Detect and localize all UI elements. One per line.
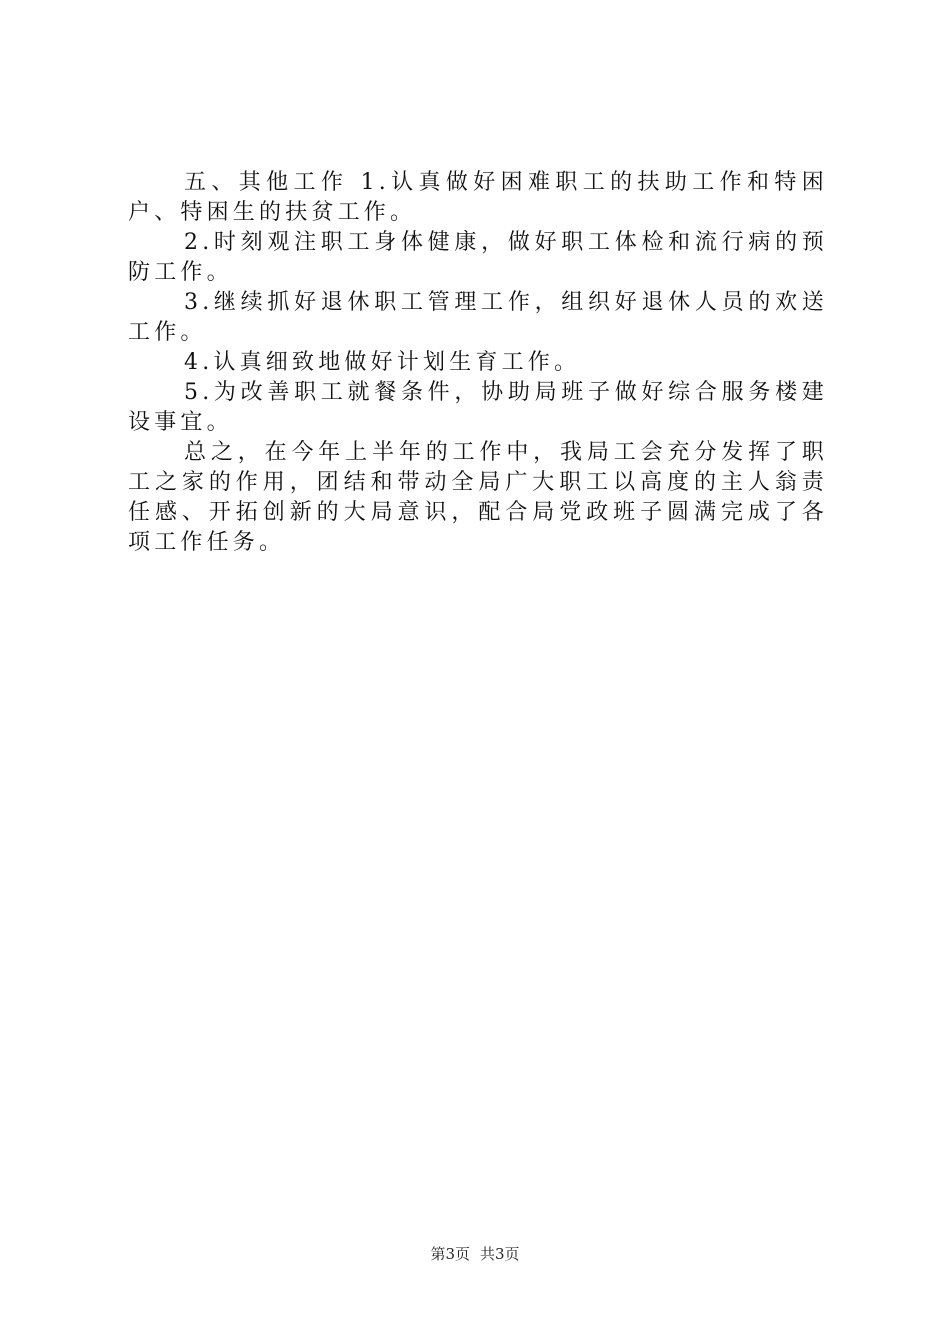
paragraph-other-work-5: 5.为改善职工就餐条件，协助局班子做好综合服务楼建设事宜。 (128, 380, 828, 435)
paragraph-summary: 总之，在今年上半年的工作中，我局工会充分发挥了职工之家的作用，团结和带动全局广大职工以高度的主人翁责任感、开拓创新的大局意识，配合局党政班子圆满完成了各项工作任务。 (128, 440, 828, 555)
paragraph-other-work-4: 4.认真细致地做好计划生育工作。 (184, 350, 581, 375)
paragraph-other-work-2: 2.时刻观注职工身体健康，做好职工体检和流行病的预防工作。 (128, 230, 828, 285)
page-number-current: 第3页 (430, 1245, 470, 1263)
paragraph-other-work-1: 五、其他工作 1.认真做好困难职工的扶助工作和特困户、特困生的扶贫工作。 (128, 170, 828, 225)
page-footer (0, 1244, 950, 1264)
paragraph-other-work-3: 3.继续抓好退休职工管理工作，组织好退休人员的欢送工作。 (128, 290, 828, 345)
document-body (128, 168, 828, 558)
page-number-total: 共3页 (480, 1245, 520, 1263)
